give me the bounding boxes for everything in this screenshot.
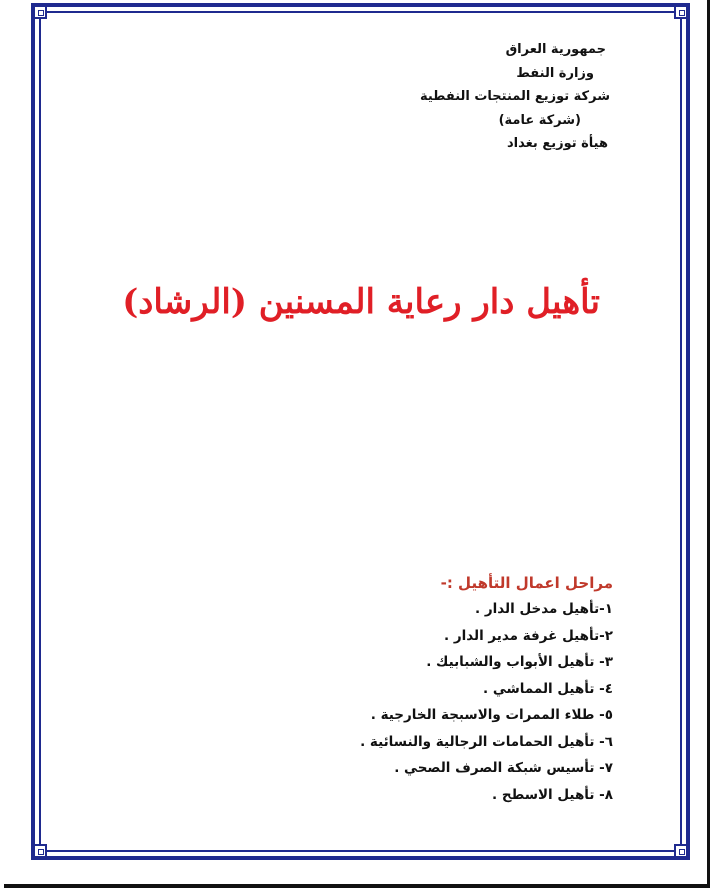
list-item: ٥- طلاء الممرات والاسبجة الخارجية .	[370, 707, 613, 723]
stages-list	[360, 596, 613, 808]
corner-ornament-bottom-right	[674, 844, 688, 858]
stages-heading: مراحل اعمال التأهيل :-	[440, 574, 613, 592]
list-item: ٣- تأهيل الأبواب والشبابيك .	[426, 654, 613, 670]
rehabilitation-stages	[360, 570, 613, 808]
letterhead	[420, 38, 610, 156]
list-item: ٦- تأهيل الحمامات الرجالية والنسائية .	[360, 733, 613, 750]
corner-ornament-top-right	[674, 5, 688, 19]
list-item: ٢-تأهيل غرفة مدير الدار .	[443, 627, 613, 644]
letterhead-line-country: جمهورية العراق	[505, 42, 606, 57]
letterhead-line-authority: هيأة توزيع بغداد	[506, 136, 608, 151]
corner-ornament-top-left	[33, 5, 47, 19]
list-item: ١-تأهيل مدخل الدار .	[475, 601, 613, 617]
corner-ornament-bottom-left	[33, 844, 47, 858]
letterhead-line-company-type: (شركة عامة)	[498, 112, 581, 128]
letterhead-line-company: شركة توزيع المنتجات النفطية	[419, 89, 610, 104]
document-title: تأهيل دار رعاية المسنين (الرشاد)	[122, 282, 600, 322]
list-item: ٧- تأسيس شبكة الصرف الصحي .	[394, 760, 613, 776]
list-item: ٤- تأهيل المماشي .	[483, 680, 613, 697]
list-item: ٨- تأهيل الاسطح .	[492, 786, 613, 803]
letterhead-line-ministry: وزارة النفط	[516, 65, 594, 81]
